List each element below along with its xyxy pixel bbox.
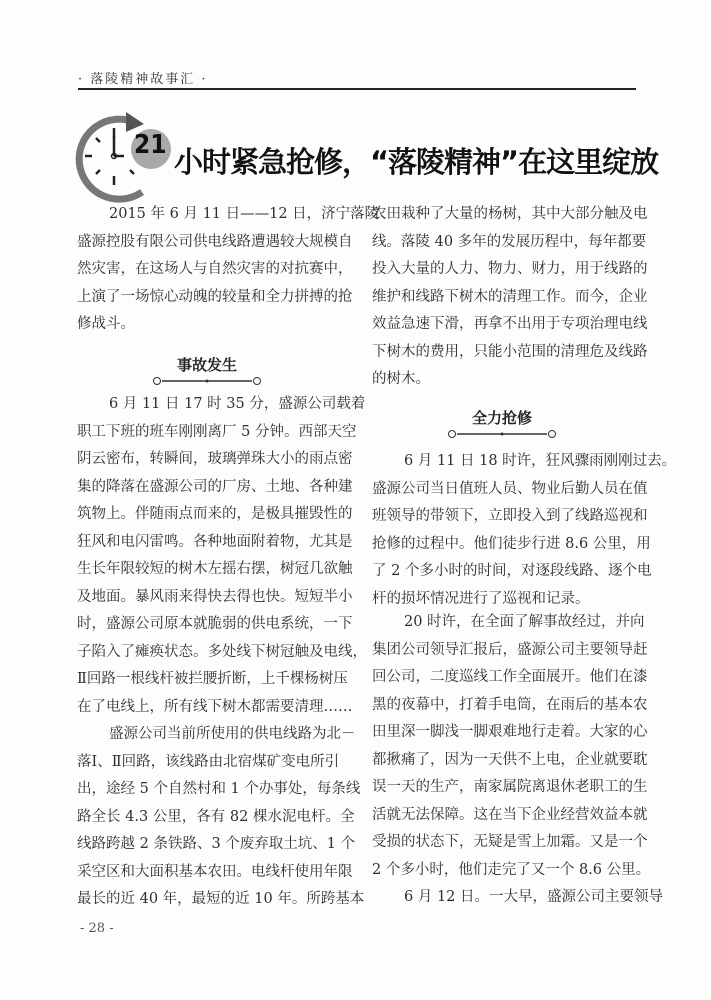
text-line: 抢修的过程中。他们徒步行进 8.6 公里，用	[372, 535, 651, 552]
text-line: 班领导的带领下，立即投入到了线路巡视和	[372, 508, 648, 524]
section-heading-repair	[372, 407, 632, 439]
text-line: 的树木。	[372, 371, 430, 387]
text-line: 修战斗。	[77, 316, 135, 332]
text-line: 采空区和大面积基本农田。电线杆使用年限	[77, 863, 353, 880]
left-column	[77, 721, 365, 914]
text-line: 误一天的生产，南家属院离退休老职工的生	[372, 779, 648, 795]
ornament-divider	[152, 376, 262, 386]
text-line: 黑的夜幕中，打着手电筒，在雨后的基本农	[372, 696, 648, 713]
text-line: 生长年限较短的树木左摇右摆，树冠几欲触	[77, 561, 353, 577]
text-line: 出，途经 5 个自然村和 1 个办事处，每条线	[77, 781, 361, 797]
text-line: 路全长 4.3 公里，各有 82 棵水泥电杆。全	[77, 808, 355, 825]
text-line: 职工下班的班车刚刚离厂 5 分钟。西部天空	[77, 423, 357, 440]
text-line: 投入大量的人力、物力、财力，用于线路的	[372, 261, 648, 277]
text-line: 狂风和电闪雷鸣。各种地面附着物，尤其是	[77, 533, 353, 550]
section-heading-accident	[77, 354, 337, 386]
text-line: 线。落陵 40 多年的发展历程中，每年都要	[372, 233, 647, 250]
text-line: 在了电线上，所有线下树木都需要清理……	[77, 698, 353, 715]
text-line: 田里深一脚浅一脚艰难地行走着。大家的心	[372, 724, 648, 740]
section-title: 事故发生	[176, 356, 237, 374]
running-head: · 落陵精神故事汇 ·	[78, 72, 208, 87]
right-column	[372, 201, 648, 394]
text-line: 活就无法保障。这在当下企业经营效益本就	[372, 806, 648, 823]
text-line: Ⅱ回路一根线杆被拦腰折断，上千棵杨树压	[77, 671, 348, 687]
text-line: 都揪痛了，因为一天供不上电，企业就要耽	[372, 751, 648, 768]
article-title: 小时紧急抢修，“落陵精神”在这里绽放	[174, 145, 659, 179]
text-line: 子陷入了瘫痪状态。多处线下树冠触及电线，	[77, 643, 367, 660]
header-rule	[78, 88, 636, 90]
text-line: 上演了一场惊心动魄的较量和全力拼搏的抢	[77, 288, 353, 305]
right-column	[372, 609, 651, 884]
left-column	[77, 391, 367, 721]
text-line: 了 2 个多小时的时间，对逐段线路、逐个电	[372, 563, 652, 579]
text-line: 6 月 11 日 17 时 35 分，盛源公司载着	[109, 396, 366, 412]
text-line: 农田栽种了大量的杨树，其中大部分触及电	[372, 206, 648, 222]
text-line: 6 月 11 日 18 时许，狂风骤雨刚刚过去。	[404, 453, 677, 469]
text-line: 然灾害，在这场人与自然灾害的对抗赛中，	[77, 261, 353, 277]
right-column	[372, 884, 664, 912]
text-line: 盛源公司当前所使用的供电线路为北－	[109, 726, 356, 742]
section-title: 全力抢修	[471, 409, 532, 427]
text-line: 阴云密布，转瞬间，玻璃弹珠大小的雨点密	[77, 451, 353, 467]
text-line: 线路跨越 2 条铁路、3 个废弃取土坑、1 个	[77, 836, 356, 852]
text-line: 盛源控股有限公司供电线路遭遇较大规模自	[77, 233, 353, 250]
text-line: 落Ⅰ、Ⅱ回路，该线路由北宿煤矿变电所引	[77, 753, 340, 770]
text-line: 2 个多小时，他们走完了又一个 8.6 公里。	[372, 861, 651, 878]
text-line: 回公司，二度巡线工作全面展开。他们在漆	[372, 669, 648, 685]
text-line: 维护和线路下树木的清理工作。而今，企业	[372, 288, 648, 305]
text-line: 20 时许，在全面了解事故经过，并向	[404, 614, 645, 630]
title-number: 21	[134, 130, 167, 160]
text-line: 及地面。暴风雨来得快去得也快。短短半小	[77, 588, 353, 605]
text-line: 效益急速下滑，再拿不出用于专项治理电线	[372, 316, 648, 332]
page-number: - 28 -	[80, 921, 114, 936]
left-column	[77, 201, 380, 339]
text-line: 受损的状态下，无疑是雪上加霜。又是一个	[372, 834, 648, 850]
text-line: 集的降落在盛源公司的厂房、土地、各种建	[77, 478, 353, 495]
text-line: 下树木的费用，只能小范围的清理危及线路	[372, 343, 648, 360]
text-line: 2015 年 6 月 11 日——12 日，济宁落陵	[109, 206, 380, 222]
text-line: 盛源公司当日值班人员、物业后勤人员在值	[372, 480, 648, 497]
text-line: 时，盛源公司原本就脆弱的供电系统，一下	[77, 616, 353, 632]
text-line: 杆的损坏情况进行了巡视和记录。	[372, 590, 590, 607]
right-column	[372, 448, 677, 613]
text-line: 集团公司领导汇报后，盛源公司主要领导赶	[372, 641, 648, 658]
ornament-divider	[447, 429, 557, 439]
text-line: 筑物上。伴随雨点而来的，是极具摧毁性的	[77, 506, 353, 522]
text-line: 最长的近 40 年，最短的近 10 年。所跨基本	[77, 891, 365, 907]
text-line: 6 月 12 日。一大早，盛源公司主要领导	[404, 889, 664, 905]
